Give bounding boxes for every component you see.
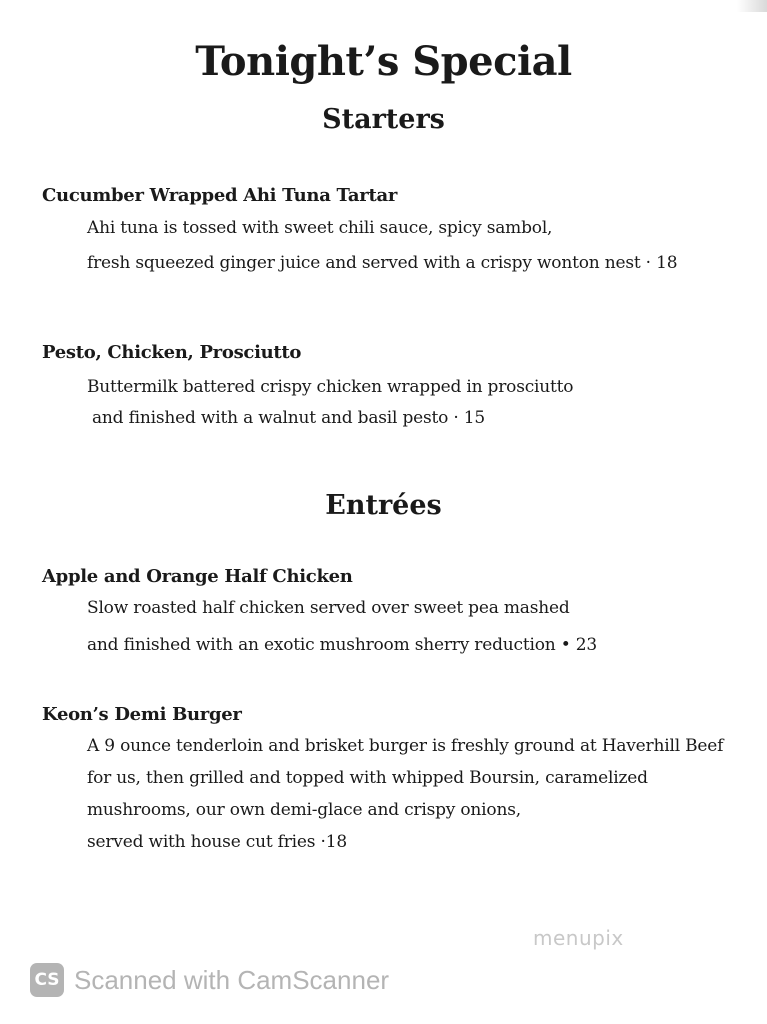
item-description-line: served with house cut fries ·18 [87,832,347,852]
item-name-pesto-chicken: Pesto, Chicken, Prosciutto [42,342,302,363]
section-heading-entrees: Entrées [325,490,442,521]
item-description-line: for us, then grilled and topped with whipped Boursin, caramelized [87,768,648,788]
scan-edge-shadow [737,0,767,12]
item-name-demi-burger: Keon’s Demi Burger [42,704,242,725]
camscanner-footer [30,962,389,998]
item-description-line: and finished with an exotic mushroom sherry reduction • 23 [87,635,597,655]
item-name-ahi-tuna: Cucumber Wrapped Ahi Tuna Tartar [42,185,398,206]
item-description-line: Slow roasted half chicken served over sweet pea mashed [87,598,570,618]
menupix-watermark: menupix [533,926,624,950]
item-description-line: Buttermilk battered crispy chicken wrapped in prosciutto [87,377,574,397]
menu-title: Tonight’s Special [195,38,572,85]
camscanner-logo-icon: CS [30,963,64,997]
section-heading-starters: Starters [322,104,445,135]
item-description-line: and finished with a walnut and basil pesto · 15 [92,408,486,428]
item-description-line: fresh squeezed ginger juice and served with a crispy wonton nest · 18 [87,253,678,273]
item-description-line: A 9 ounce tenderloin and brisket burger is freshly ground at Haverhill Beef [87,736,724,756]
camscanner-text: Scanned with CamScanner [74,964,390,995]
item-description-line: mushrooms, our own demi-glace and crispy onions, [87,800,521,820]
item-name-half-chicken: Apple and Orange Half Chicken [42,566,353,587]
item-description-line: Ahi tuna is tossed with sweet chili sauce, spicy sambol, [87,218,553,238]
